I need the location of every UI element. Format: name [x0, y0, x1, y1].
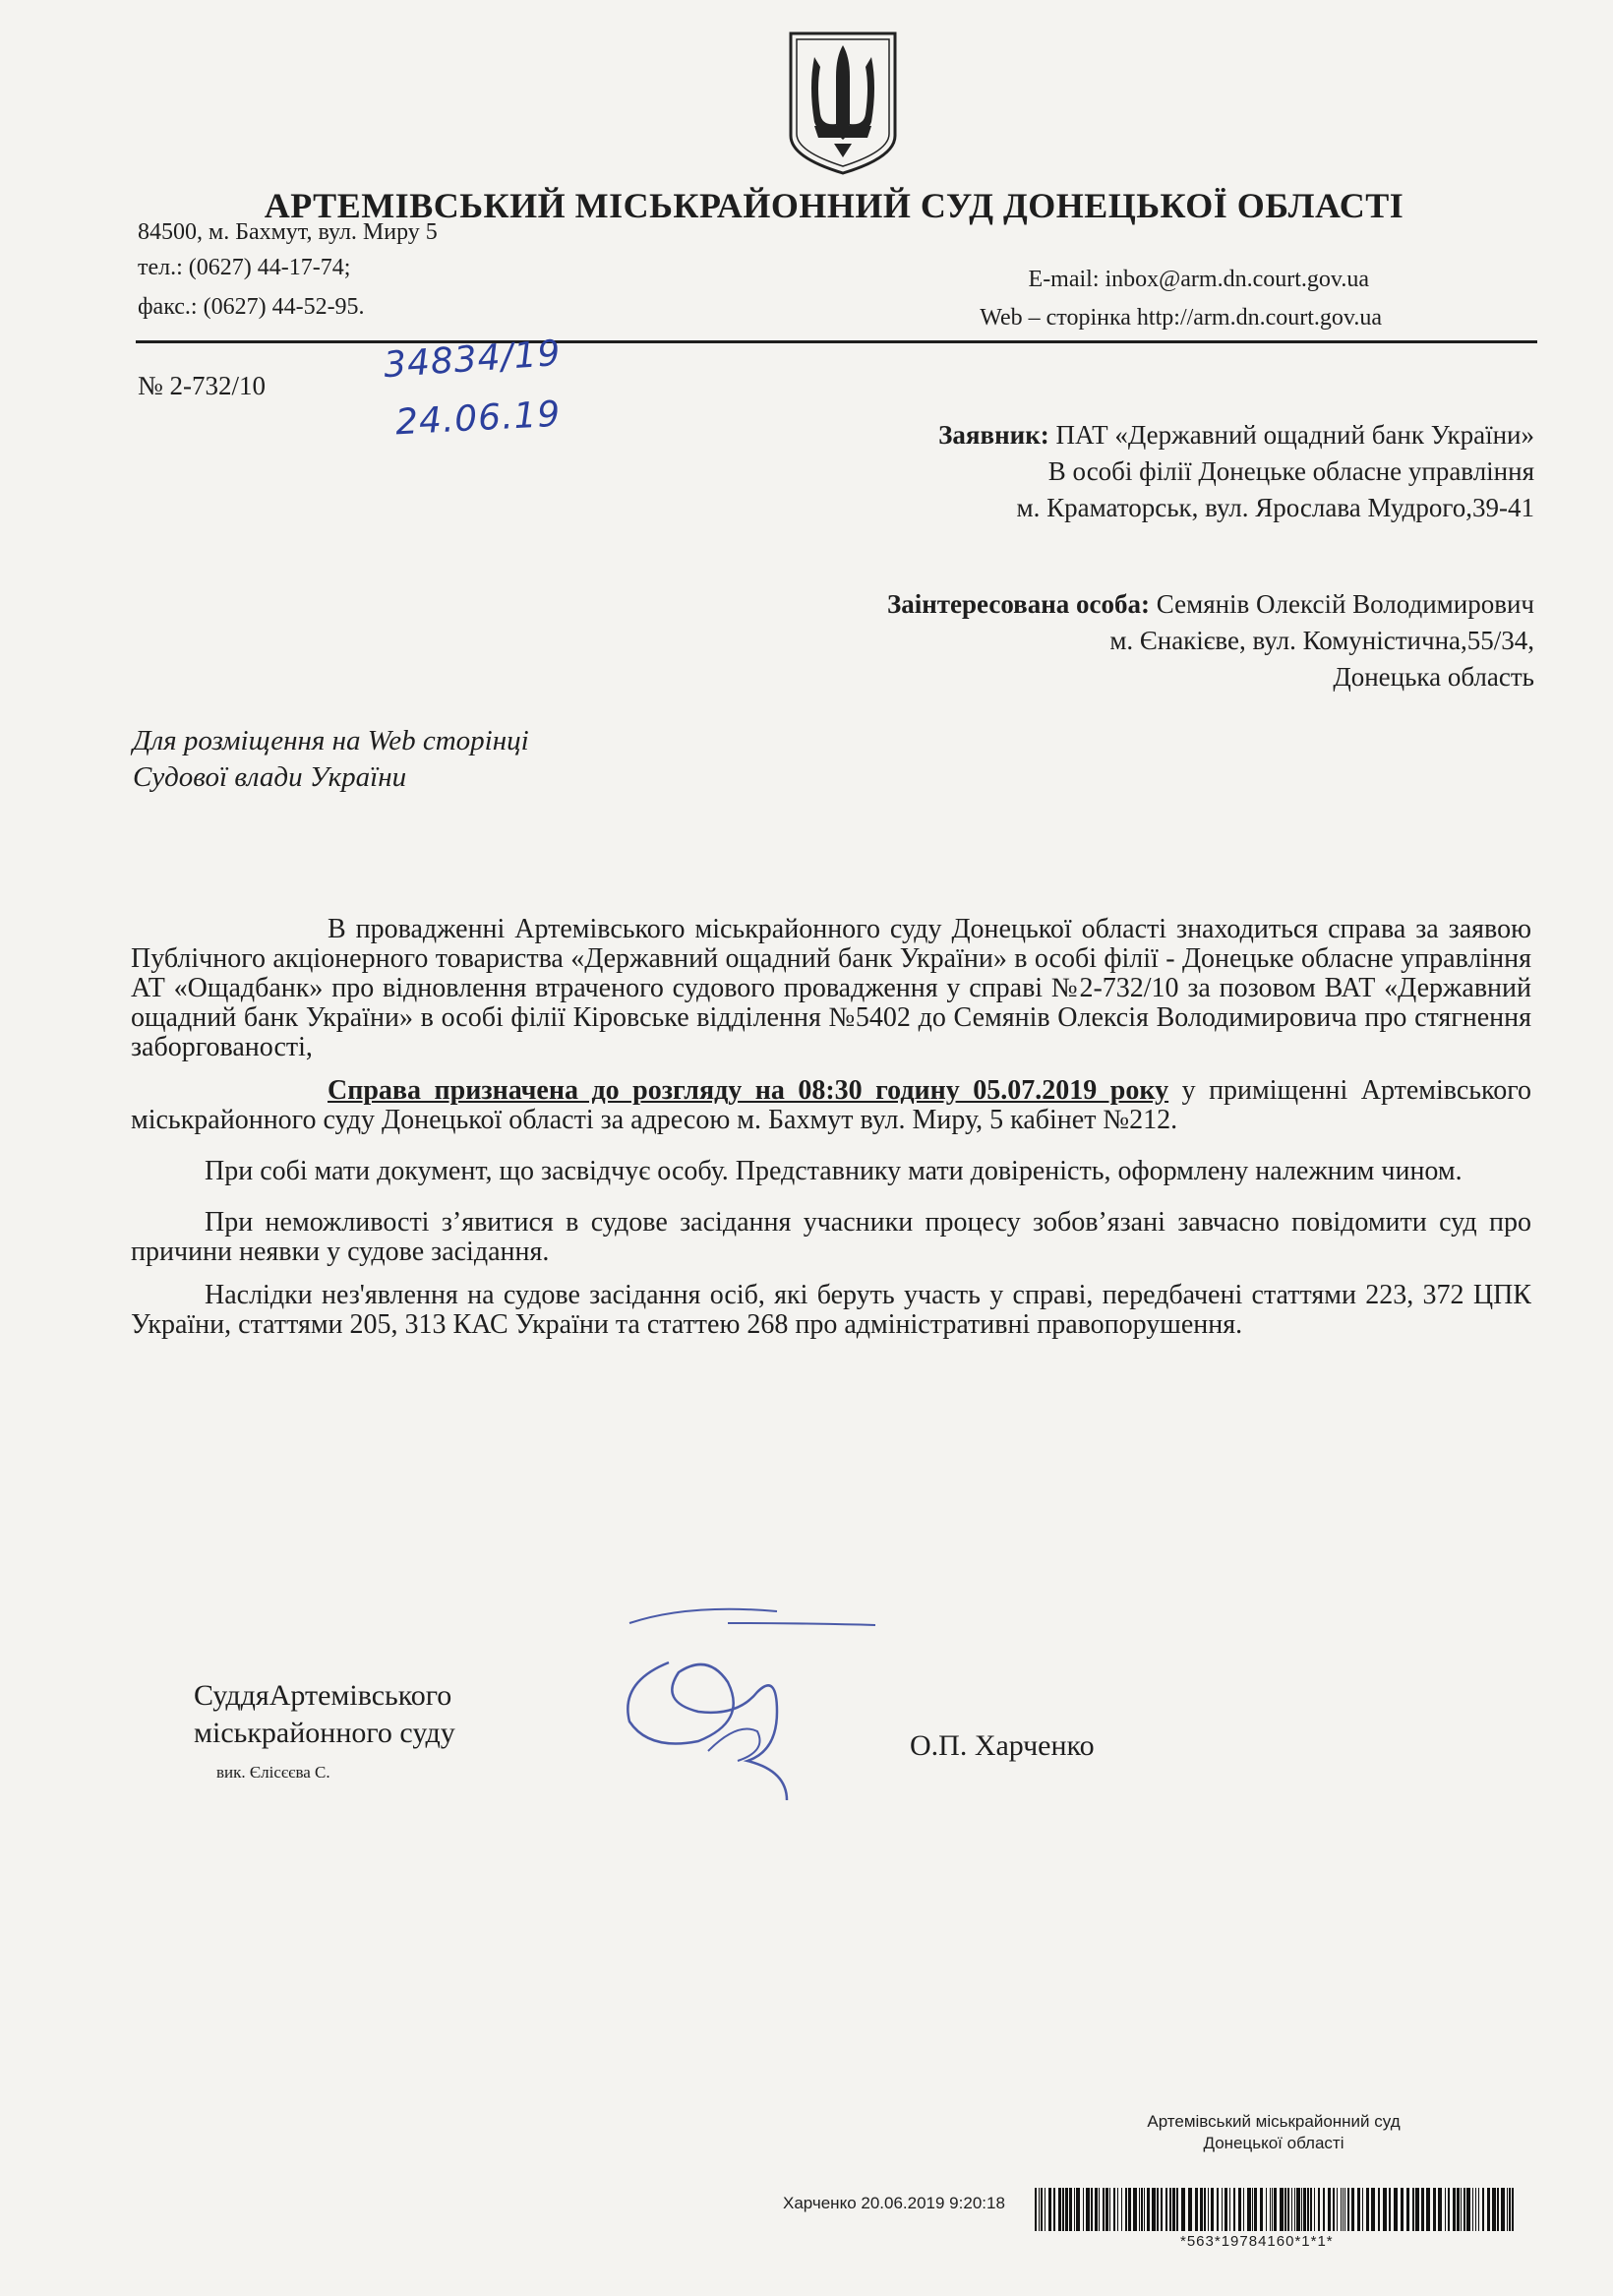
executor-name: вик. Єлісєєва С.	[216, 1763, 330, 1782]
court-website: Web – сторінка http://arm.dn.court.gov.ua	[980, 305, 1382, 331]
notice-paragraph: При собі мати документ, що засвідчує особу. Представнику мати довіреність, оформлену належним чином.	[205, 1156, 1463, 1186]
interested-party-label: Заінтересована особа:	[886, 589, 1151, 619]
court-fax: факс.: (0627) 44-52-95.	[138, 294, 365, 320]
applicant-name: ПАТ «Державний ощадний банк України»	[1055, 420, 1534, 450]
stamp-user-time: Харченко 20.06.2019 9:20:18	[783, 2194, 1005, 2212]
interested-party-block	[887, 586, 1534, 695]
interested-party-address: м. Єнакієве, вул. Комуністична,55/34,	[1109, 626, 1534, 655]
barcode-icon	[1035, 2188, 1517, 2231]
handwritten-registration-date: 24.06.19	[394, 393, 563, 444]
court-email: E-mail: inbox@arm.dn.court.gov.ua	[1028, 267, 1369, 292]
notice-body	[131, 915, 1531, 1340]
handwritten-signature	[610, 1603, 905, 1800]
judge-title	[194, 1677, 455, 1752]
notice-paragraph: При неможливості з’явитися в судове засідання учасники процесу зобов’язані завчасно повідомити суд про причини неявки у судове засідання.	[131, 1207, 1531, 1267]
judge-title-line: СуддяАртемівського	[194, 1679, 452, 1712]
applicant-label: Заявник:	[938, 420, 1049, 450]
coat-of-arms-icon	[785, 28, 901, 177]
court-phone: тел.: (0627) 44-17-74;	[138, 255, 351, 280]
barcode-text: *563*19784160*1*1*	[1180, 2233, 1334, 2250]
court-address: 84500, м. Бахмут, вул. Миру 5	[138, 219, 438, 245]
stamp-court-line: Артемівський міськрайонний суд	[1147, 2112, 1401, 2131]
interested-party-name: Семянів Олексій Володимирович	[1156, 589, 1534, 619]
hearing-date-time: Справа призначена до розгляду на 08:30 годину 05.07.2019 року	[328, 1075, 1169, 1106]
judge-name: О.П. Харченко	[910, 1729, 1095, 1762]
notice-paragraph: В провадженні Артемівського міськрайонного суду Донецької області знаходиться справа за заявою Публічного акціонерного товариства «Державний ощадний банк України» в особі філії - Донецьке обласне управління АТ «Ощадбанк» про відновлення втраченого судового провадження у справі №2-732/10 за позовом ВАТ «Державний ощадний банк України» в особі філії Кіровське відділення №5402 до Семянів Олексія Володимировича про стягнення заборгованості,	[131, 914, 1531, 1062]
publication-note-line: Для розміщення на Web сторінці	[133, 725, 529, 756]
handwritten-registration-number: 34834/19	[382, 332, 563, 387]
header-divider	[136, 340, 1537, 343]
hearing-location: у приміщенні Артемівського міськрайонного суду Донецької області за адресою м. Бахмут вул. Миру, 5 кабінет №212.	[131, 1075, 1531, 1135]
applicant-branch: В особі філії Донецьке обласне управління	[1047, 456, 1534, 486]
applicant-block	[938, 417, 1534, 526]
hearing-paragraph	[131, 1076, 1531, 1135]
applicant-address: м. Краматорськ, вул. Ярослава Мудрого,39-41	[1016, 493, 1534, 522]
publication-note-line: Судової влади України	[133, 761, 407, 793]
stamp-court-line: Донецької області	[1203, 2134, 1344, 2152]
court-name: АРТЕМІВСЬКИЙ МІСЬКРАЙОННИЙ СУД ДОНЕЦЬКОЇ ОБЛАСТІ	[264, 186, 1404, 225]
notice-paragraph: Наслідки нез'явлення на судове засідання осіб, які беруть участь у справі, передбачені статтями 223, 372 ЦПК України, статтями 205, 313 КАС України та статтею 268 про адміністративні правопорушення.	[131, 1280, 1531, 1340]
publication-note	[133, 723, 529, 796]
case-number: № 2-732/10	[138, 371, 267, 400]
interested-party-region: Донецька область	[1333, 662, 1534, 692]
judge-title-line: міськрайонного суду	[194, 1717, 455, 1749]
registration-stamp	[1121, 2111, 1426, 2154]
